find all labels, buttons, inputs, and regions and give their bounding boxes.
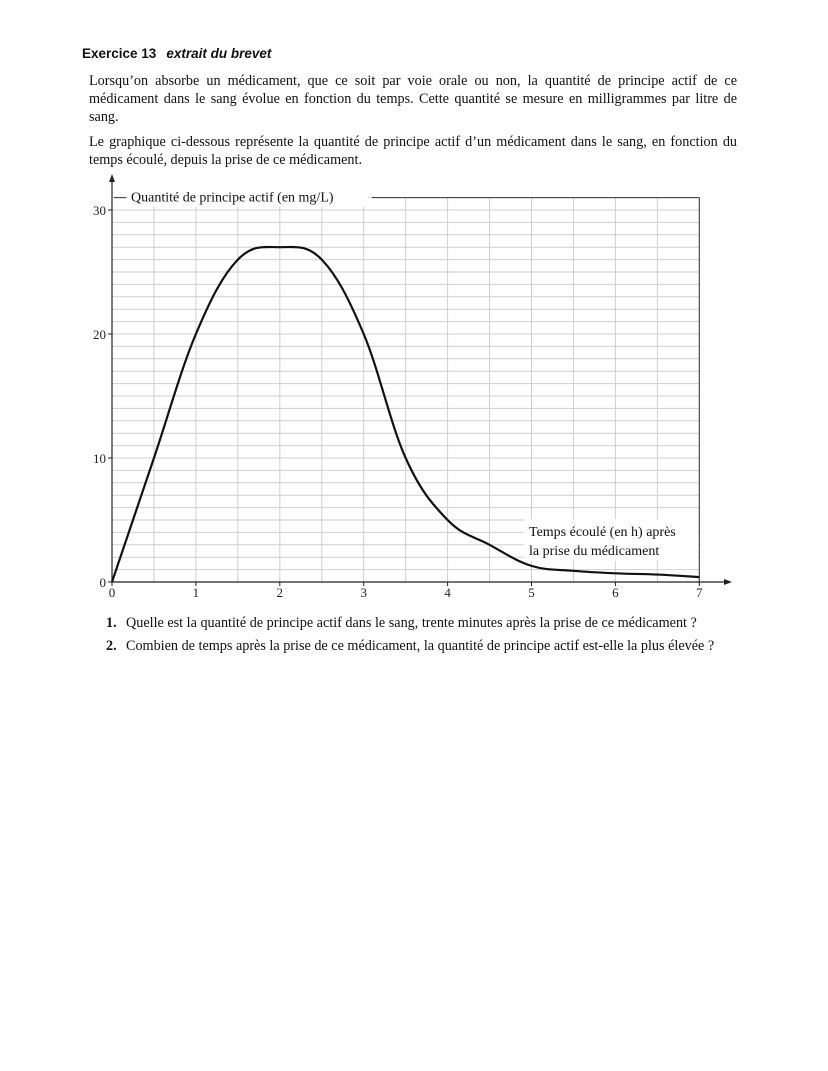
svg-text:6: 6	[612, 585, 619, 600]
exercise-number: Exercice 13	[82, 46, 157, 61]
svg-text:0: 0	[99, 575, 106, 590]
svg-text:4: 4	[444, 585, 451, 600]
chart-description-paragraph: Le graphique ci-dessous représente la quantité de principe actif d’un médicament dans le sang, en fonction du temps écoulé, depuis la prise de ce médicament.	[89, 134, 737, 168]
axis-labels	[128, 189, 698, 561]
exercise-source: extrait du brevet	[166, 46, 272, 61]
intro-paragraph: Lorsqu’on absorbe un médicament, que ce soit par voie orale ou non, la quantité de principe actif de ce médicament dans le sang évolue en fonction du temps. Cette quantité se mesure en milligrammes par litre de sang.	[89, 73, 737, 125]
question-text: Combien de temps après la prise de ce médicament, la quantité de principe actif est-elle la plus élevée ?	[126, 638, 715, 654]
svg-text:20: 20	[93, 327, 106, 342]
svg-text:30: 30	[93, 203, 106, 218]
question-text: Quelle est la quantité de principe actif dans le sang, trente minutes après la prise de ce médicament ?	[126, 615, 697, 631]
y-axis-label: Quantité de principe actif (en mg/L)	[131, 190, 334, 206]
svg-text:1: 1	[192, 585, 200, 600]
svg-text:7: 7	[696, 585, 703, 600]
svg-text:0: 0	[108, 585, 116, 600]
svg-text:3: 3	[360, 585, 367, 600]
question-number: 1.	[106, 615, 117, 631]
svg-text:2: 2	[276, 585, 284, 600]
x-axis-label: la prise du médicament	[529, 544, 660, 559]
question-1	[106, 614, 738, 632]
question-list	[106, 614, 738, 660]
svg-text:5: 5	[528, 585, 535, 600]
x-axis-label: Temps écoulé (en h) après	[529, 525, 676, 540]
svg-text:10: 10	[93, 451, 106, 466]
question-number: 2.	[106, 638, 117, 654]
question-2	[106, 637, 738, 655]
